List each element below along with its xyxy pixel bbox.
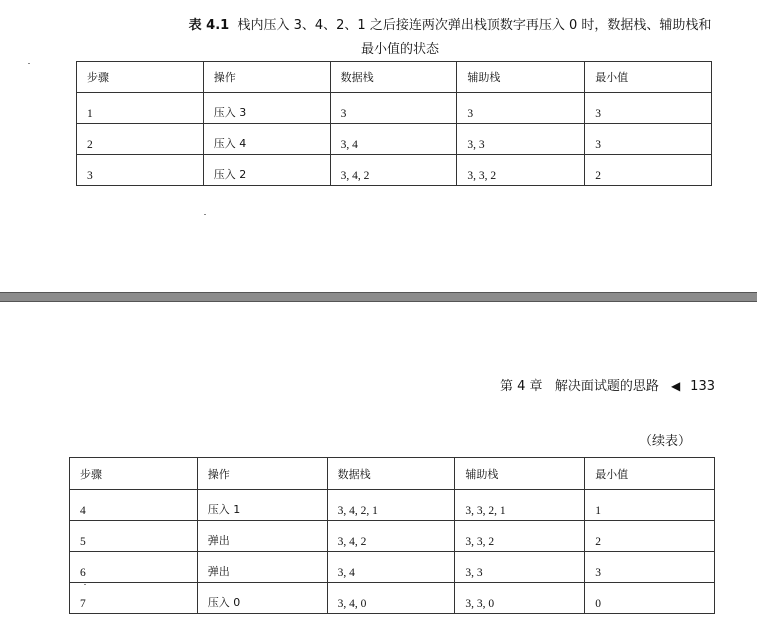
table-number: 表 4.1 — [188, 18, 230, 33]
cell-aux-stack: 3, 3 — [455, 552, 585, 583]
cell-step: 2 — [77, 124, 204, 155]
cell-min-value: 1 — [585, 490, 715, 521]
table-header-row — [70, 458, 715, 490]
cell-aux-stack: 3 — [457, 93, 585, 124]
scan-speck — [204, 214, 206, 215]
table-row — [70, 521, 715, 552]
cell-min-value: 3 — [585, 552, 715, 583]
triangle-left-icon: ◀ — [670, 379, 681, 393]
table-row — [70, 583, 715, 614]
header-data-stack: 数据栈 — [327, 458, 455, 490]
cell-aux-stack: 3, 3, 2 — [455, 521, 585, 552]
cell-aux-stack: 3, 3 — [457, 124, 585, 155]
scan-speck — [28, 63, 30, 64]
cell-data-stack: 3, 4, 2 — [327, 521, 455, 552]
header-min-value: 最小值 — [585, 62, 712, 93]
cell-operation: 压入 1 — [197, 490, 327, 521]
table-row — [77, 124, 712, 155]
cell-min-value: 3 — [585, 93, 712, 124]
cell-operation: 压入 2 — [203, 155, 330, 186]
cell-step: 4 — [70, 490, 198, 521]
table-1-continued — [69, 457, 715, 614]
cell-step: 3 — [77, 155, 204, 186]
cell-operation: 压入 0 — [197, 583, 327, 614]
table-caption — [150, 14, 750, 33]
page-divider — [0, 292, 757, 302]
table-header-row — [77, 62, 712, 93]
header-min-value: 最小值 — [585, 458, 715, 490]
cell-aux-stack: 3, 3, 0 — [455, 583, 585, 614]
table-row — [77, 155, 712, 186]
chapter-title: 解决面试题的思路 — [554, 379, 659, 394]
cell-data-stack: 3, 4, 2, 1 — [327, 490, 455, 521]
table-row — [77, 93, 712, 124]
cell-step: 6 — [70, 552, 198, 583]
cell-min-value: 3 — [585, 124, 712, 155]
table-caption-line2: 最小值的状态 — [360, 42, 439, 57]
table-row — [70, 552, 715, 583]
cell-aux-stack: 3, 3, 2 — [457, 155, 585, 186]
header-step: 步骤 — [77, 62, 204, 93]
table-1 — [76, 61, 712, 186]
cell-min-value: 2 — [585, 521, 715, 552]
cell-data-stack: 3, 4 — [327, 552, 455, 583]
page-number: 133 — [690, 379, 715, 394]
cell-operation: 弹出 — [197, 521, 327, 552]
cell-step: 5 — [70, 521, 198, 552]
header-aux-stack: 辅助栈 — [455, 458, 585, 490]
header-step: 步骤 — [70, 458, 198, 490]
header-data-stack: 数据栈 — [330, 62, 457, 93]
cell-operation: 压入 4 — [203, 124, 330, 155]
cell-operation: 压入 3 — [203, 93, 330, 124]
cell-operation: 弹出 — [197, 552, 327, 583]
header-operation: 操作 — [203, 62, 330, 93]
cell-step: 7 — [70, 583, 198, 614]
scan-speck — [84, 584, 86, 585]
cell-data-stack: 3, 4, 2 — [330, 155, 457, 186]
cell-data-stack: 3 — [330, 93, 457, 124]
chapter-number: 第 4 章 — [499, 379, 543, 394]
cell-min-value: 0 — [585, 583, 715, 614]
cell-data-stack: 3, 4, 0 — [327, 583, 455, 614]
header-operation: 操作 — [197, 458, 327, 490]
cell-step: 1 — [77, 93, 204, 124]
cell-aux-stack: 3, 3, 2, 1 — [455, 490, 585, 521]
table-row — [70, 490, 715, 521]
continued-label: （续表） — [638, 434, 691, 449]
table-caption-line1: 栈内压入 3、4、2、1 之后接连两次弹出栈顶数字再压入 0 时，数据栈、辅助栈和 — [237, 18, 712, 33]
running-head — [500, 375, 715, 394]
header-aux-stack: 辅助栈 — [457, 62, 585, 93]
cell-min-value: 2 — [585, 155, 712, 186]
cell-data-stack: 3, 4 — [330, 124, 457, 155]
